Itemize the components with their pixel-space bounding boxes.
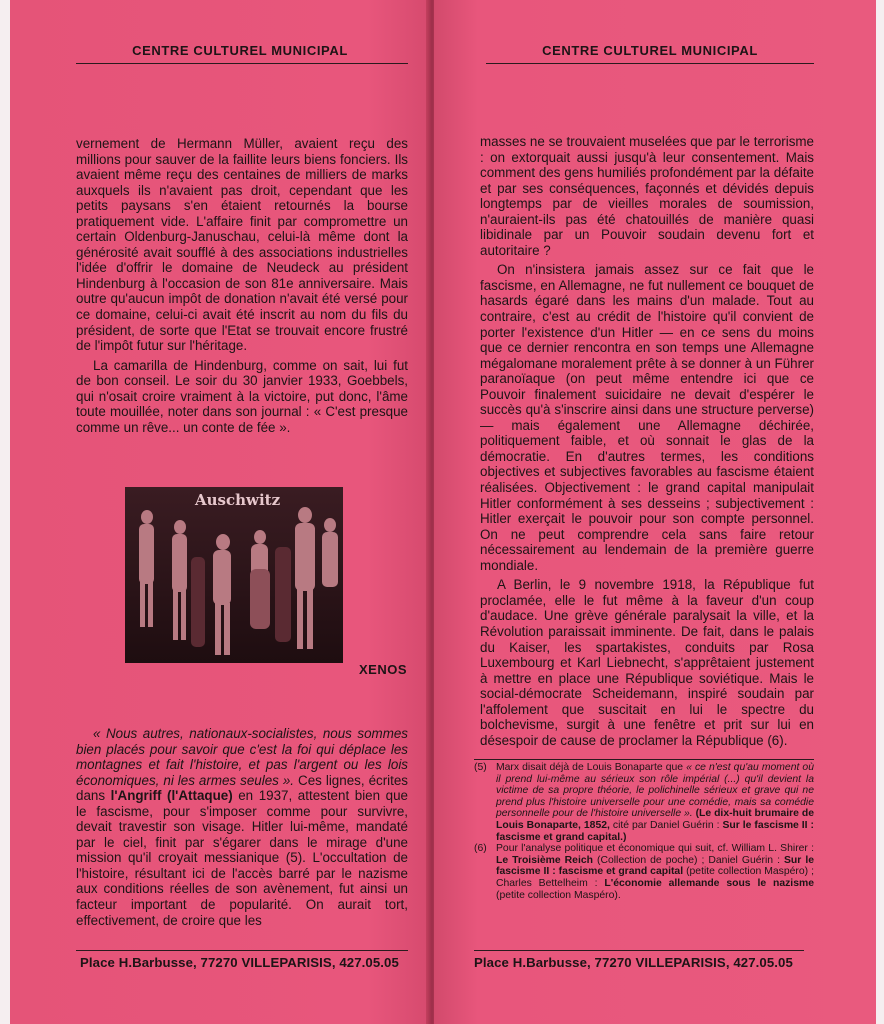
photo-title: Auschwitz xyxy=(195,491,281,509)
right-paragraph-1: masses ne se trouvaient muselées que par le terrorisme : on extorquait aussi jusqu'à leur consentement. Mais comment des gens humiliés profondément par la défaite et par ses conséquences, façonnés et dévidés depuis longtemps par de vieilles morales de soumission, n'auraient-ils pas été chatouillés de manière quasi libidinale par un Pouvoir soudain devenu fort et autoritaire ? xyxy=(480,134,814,258)
footnotes-rule xyxy=(474,759,814,760)
left-page-footer: Place H.Barbusse, 77270 VILLEPARISIS, 427.05.05 xyxy=(80,955,399,970)
right-header-rule xyxy=(486,63,814,64)
footnote-5-part-a: Marx disait déjà de Louis Bonaparte que xyxy=(496,762,687,773)
footnote-5-book-title-2: Sur le fascisme II : fascisme et grand capital.) xyxy=(496,819,814,843)
left-page-header: CENTRE CULTUREL MUNICIPAL xyxy=(132,43,348,58)
footnote-5-number: (5) xyxy=(474,762,487,773)
footnote-6-part-e: (petite collection Maspéro) ; Charles Bettelheim : xyxy=(496,866,814,889)
right-column xyxy=(480,134,814,748)
right-footer-rule xyxy=(474,950,804,951)
left-p3-part-c: en 1937, attestent bien que le fascisme, pour s'imposer comme pour survivre, devait travestir son visage. Hitler lui-même, mandaté par le ciel, finit par s'égarer dans le mirage d'une mission qu'il croyait messianique (5). L'occultation de l'histoire, résultant ici de l'accès barré par le nazisme aux conditions réelles de son avènement, fut ainsi un facteur important de popularité. On aurait tort, effectivement, de croire que les xyxy=(76,788,408,928)
left-column-top xyxy=(76,136,408,435)
footnote-5-book-title: (Le dix-huit brumaire de Louis Bonaparte, 1852, xyxy=(496,808,814,831)
footnote-6-part-g: (petite collection Maspéro). xyxy=(496,889,621,901)
photo-caption: XENOS xyxy=(359,662,408,677)
footnote-5-part-d: cité par Daniel Guérin : xyxy=(609,819,723,831)
footnote-6-book-3: L'économie allemande sous le nazisme xyxy=(604,877,814,889)
footnote-6-part-a: Pour l'analyse politique et économique qui suit, cf. William L. Shirer : xyxy=(496,843,814,855)
left-column-bottom xyxy=(76,726,408,928)
footnote-6-part-c: (Collection de poche) ; Daniel Guérin : xyxy=(592,854,784,866)
left-paragraph-2: La camarilla de Hindenburg, comme on sait, lui fut de bon conseil. Le soir du 30 janvier 1933, Goebbels, qui n'osait croire vraiment à la victoire, put donc, l'âme toute mouillée, noter dans son journal : « C'est presque comme un rêve... un conte de fée ». xyxy=(76,357,408,435)
footnote-5-quote: « ce n'est qu'au moment où il prend lui-même au sérieux son rôle impérial (...) qu'il devient la victime de sa propre théorie, le polichinelle sérieux et grave qui ne prend plus l'histoire universelle pour une comédie, mais sa comédie personnelle pour de l'histoire universelle ». xyxy=(496,762,814,820)
footnote-5 xyxy=(474,762,814,843)
right-paragraph-3: A Berlin, le 9 novembre 1918, la République fut proclamée, elle le fut même à la faveur d'un coup d'audace. Une grève générale paralysait la ville, et la Révolution paraissait imminente. De fait, dans le palais du Kaiser, les spartakistes, conduits par Rosa Luxembourg et Karl Liebnecht, s'apprêtaient justement à mettre en place une République soviétique. Mais le social-démocrate Scheidemann, inspiré soudain par l'affolement que suscitait en lui le spectre du bolchevisme, surgit à une fenêtre et prit sur lui en désespoir de cause de proclamer la République (6). xyxy=(480,577,814,748)
left-p3-part-a: Ces lignes, écrites dans xyxy=(76,772,409,804)
footnote-6-book-1: Le Troisième Reich xyxy=(496,854,593,866)
right-paragraph-2: On n'insistera jamais assez sur ce fait que le fascisme, en Allemagne, ne fut nullement ce bouquet de hasards égaré dans les mains d'un malade. Tout au contraire, c'est au crédit de l'histoire qu'il convient de porter l'existence d'un Hitler — en ce sens du moins que ce dernier rencontra en son temps une Allemagne mégalomane moralement prête à se donner à un Führer paranoïaque (on peut même entendre ici que ce Pouvoir finalement suicidaire ne devait d'espérer le succès qu'à s'inscrire ainsi dans une structure perverse) — mais également une Allemagne déchirée, politiquement faible, et où sonnait le glas de la démocratie. En d'autres termes, les conditions objectives et subjectives favorables au fascisme étaient réalisées. Objectivement : le grand capital manipulait Hitler conformément à ses desseins ; subjectivement : Hitler exerçait le pouvoir pour son compte personnel. On ne peut comprendre cela sans faire retour nécessairement au lendemain de la première guerre mondiale. xyxy=(480,262,814,573)
left-footer-rule xyxy=(76,950,408,951)
left-header-rule xyxy=(76,63,408,64)
footnote-6-book-2: Sur le fascisme II : fascisme et grand capital xyxy=(496,854,814,878)
angriff-title: l'Angriff (l'Attaque) xyxy=(110,788,233,804)
footnote-6-number: (6) xyxy=(474,843,487,855)
right-page-footer: Place H.Barbusse, 77270 VILLEPARISIS, 427.05.05 xyxy=(474,955,793,970)
quote-text: « Nous autres, nationaux-socialistes, nous sommes bien placés pour savoir que c'est la foi qui déplace les montagnes et fait l'histoire, et pas l'argent ou les lois économiques, ni les armes seules ». xyxy=(76,726,408,788)
right-page-header: CENTRE CULTUREL MUNICIPAL xyxy=(542,43,758,58)
footnotes xyxy=(474,762,814,901)
auschwitz-photo xyxy=(125,487,343,663)
left-paragraph-1: vernement de Hermann Müller, avaient reçu des millions pour sauver de la faillite leurs biens fonciers. Ils avaient même reçu des centaines de milliers de marks auxquels ils n'avaient pas droit, cependant que les petits paysans s'en étaient retournés la bourse pratiquement vide. L'affaire finit par compromettre un certain Oldenburg-Januschau, celui-là même dont la générosité avait soufflé à des associations industrielles l'idée d'offrir le domaine de Neudeck au président Hindenburg à l'occasion de son 81e anniversaire. Mais outre qu'aucun impôt de donation n'avait été versé pour ce domaine, celui-ci avait été inscrit au nom du fils du président, de sorte que l'Etat se trouvait encore frustré de l'impôt futur sur l'héritage. xyxy=(76,136,408,354)
footnote-6 xyxy=(474,843,814,901)
